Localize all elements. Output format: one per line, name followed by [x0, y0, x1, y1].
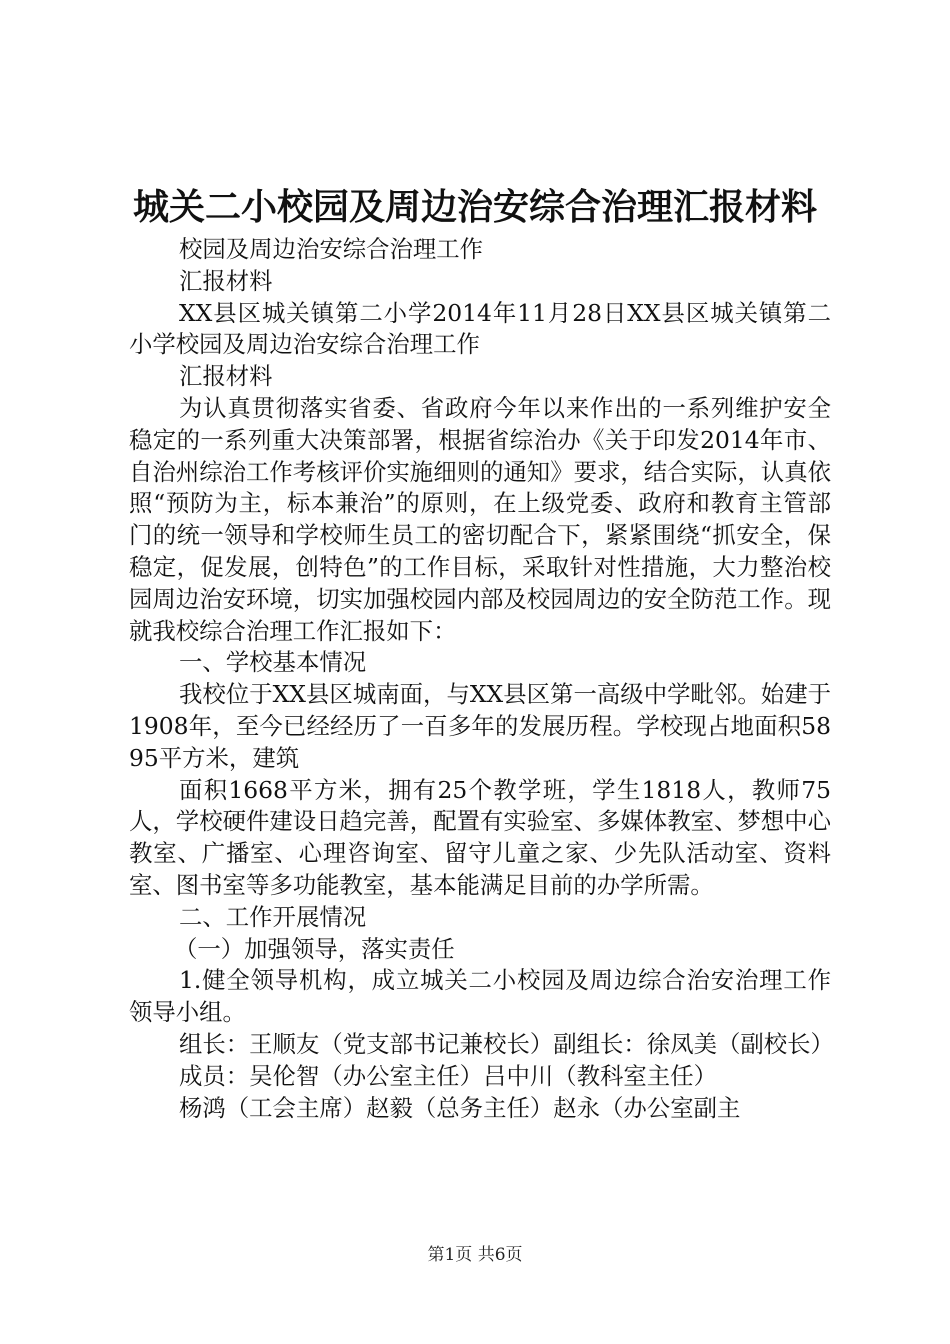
- paragraph-header: XX县区城关镇第二小学2014年11月28日XX县区城关镇第二小学校园及周边治安综合治理工作: [129, 298, 831, 359]
- document-body: [129, 234, 834, 1124]
- paragraph-subtitle-1: 校园及周边治安综合治理工作: [179, 235, 484, 263]
- paragraph-school-info-2: 面积1668平方米，拥有25个教学班，学生1818人，教师75人，学校硬件建设日趋完善，配置有实验室、多媒体教室、梦想中心教室、广播室、心理咨询室、留守儿童之家、少先队活动室、资料室、图书室等多功能教室，基本能满足目前的办学所需。: [129, 775, 831, 899]
- paragraph-school-info-1: 我校位于XX县区城南面，与XX县区第一高级中学毗邻。始建于1908年，至今已经经历了一百多年的发展历程。学校现占地面积5895平方米，建筑: [129, 680, 831, 772]
- section-heading-1: 一、学校基本情况: [179, 648, 367, 677]
- paragraph-members-1: 成员：吴伦智（办公室主任）吕中川（教科室主任）: [179, 1061, 717, 1090]
- paragraph-item-1: 1.健全领导机构，成立城关二小校园及周边综合治安治理工作领导小组。: [129, 966, 831, 1027]
- document-title: 城关二小校园及周边治安综合治理汇报材料: [132, 186, 817, 228]
- subsection-heading-1: （一）加强领导，落实责任: [174, 934, 455, 963]
- paragraph-subtitle-2: 汇报材料: [179, 266, 273, 295]
- paragraph-leaders: 组长：王顺友（党支部书记兼校长）副组长：徐凤美（副校长）: [179, 1029, 834, 1058]
- paragraph-subtitle-3: 汇报材料: [179, 362, 273, 391]
- page-footer: 第1页 共6页: [427, 1245, 523, 1265]
- section-heading-2: 二、工作开展情况: [179, 902, 367, 931]
- paragraph-members-2: 杨鸿（工会主席）赵毅（总务主任）赵永（办公室副主: [179, 1093, 741, 1122]
- paragraph-intro: 为认真贯彻落实省委、省政府今年以来作出的一系列维护安全稳定的一系列重大决策部署，根据省综治办《关于印发2014年市、自治州综治工作考核评价实施细则的通知》要求，结合实际，认真依照“预防为主，标本兼治”的原则，在上级党委、政府和教育主管部门的统一领导和学校师生员工的密切配合下，紧紧围绕“抓安全，保稳定，促发展，创特色”的工作目标，采取针对性措施，大力整治校园周边治安环境，切实加强校园内部及校园周边的安全防范工作。现就我校综合治理工作汇报如下：: [129, 393, 831, 645]
